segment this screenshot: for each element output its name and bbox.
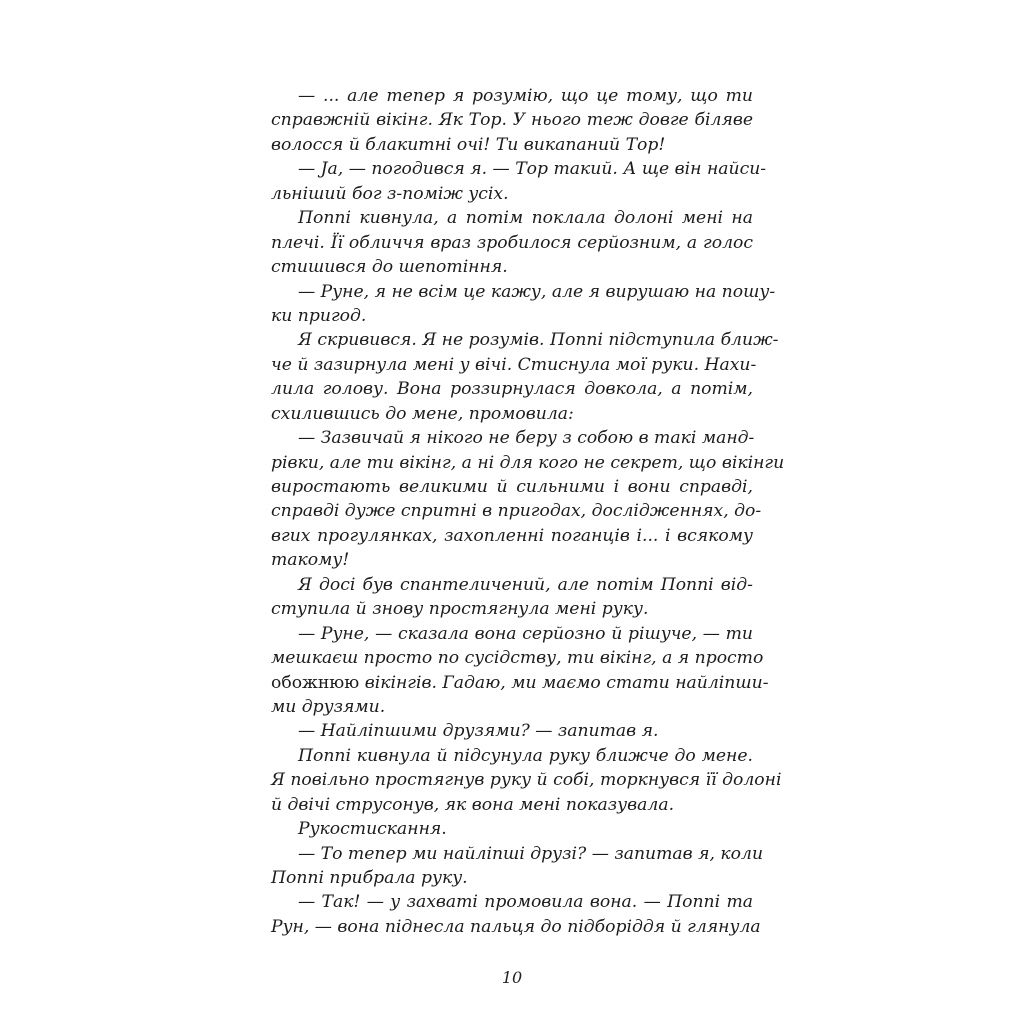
text-line: й двічі струсонув, як вона мені показувала. <box>271 794 675 815</box>
text-line: льніший бог з-поміж усіх. <box>271 183 509 204</box>
text-line: вгих прогулянках, захопленні поганців і... і всякому <box>271 525 753 546</box>
text-line: схилившись до мене, промовила: <box>271 403 574 424</box>
text-line: справді дуже спритні в пригодах, дослідженнях, до- <box>271 501 762 522</box>
text-line: — Найліпшими друзями? — запитав я. <box>298 721 659 742</box>
text-line: — Ja, — погодився я. — Тор такий. А ще він найси- <box>298 159 767 180</box>
text-line: плечі. Її обличчя враз зробилося серйозним, а голос <box>271 232 753 253</box>
text-line: справжній вікінг. Як Тор. У нього теж довге біляве <box>271 110 753 131</box>
text-line: — Так! — у захваті промовила вона. — Поппі та <box>298 892 753 913</box>
text-line: такому! <box>271 550 350 571</box>
text-line: Рукостискання. <box>298 819 447 840</box>
text-line: Поппі прибрала руку. <box>271 868 468 888</box>
text-line: — Зазвичай я нікого не беру з собою в такі манд- <box>298 428 755 449</box>
text-line: — Руне, — сказала вона серйозно й рішуче, — ти <box>298 623 753 644</box>
text-line: Поппі кивнула, а потім поклала долоні мені на <box>298 208 753 229</box>
text-line: ступила й знову простягнула мені руку. <box>271 599 649 620</box>
text-line: рівки, але ти вікінг, а ні для кого не секрет, що вікінги <box>271 452 785 473</box>
text-line <box>271 671 769 695</box>
text-line: ки пригод. <box>271 305 367 326</box>
text-line: — То тепер ми найліпші друзі? — запитав я, коли <box>298 843 764 864</box>
text-line: Я скривився. Я не розумів. Поппі підступила ближ- <box>298 330 779 351</box>
page-number: 10 <box>501 968 523 987</box>
text-line: че й зазирнула мені у вічі. Стиснула мої руки. Нахи- <box>271 354 757 375</box>
text-line: Поппі кивнула й підсунула руку ближче до мене. <box>298 745 753 766</box>
text-line: Я повільно простягнув руку й собі, торкнувся її долоні <box>271 770 782 791</box>
text-line: — ... але тепер я розумію, що це тому, що ти <box>298 86 753 106</box>
text-line: стишився до шепотіння. <box>271 257 508 278</box>
text-line: Я досі був спантеличений, але потім Поппі від- <box>298 574 753 595</box>
text-line: Рун, — вона піднесла пальця до підборіддя й глянула <box>271 916 761 937</box>
page-body-text <box>271 84 785 939</box>
text-line: лила голову. Вона роззирнулася довкола, а потім, <box>271 379 753 400</box>
text-line: мешкаєш просто по сусідству, ти вікінг, а я просто <box>271 648 764 669</box>
upright-word: обожнюю <box>271 672 360 693</box>
text-line: — Руне, я не всім це кажу, але я вирушаю на пошу- <box>298 281 776 302</box>
text-line: виростають великими й сильними і вони справді, <box>271 477 753 497</box>
text-line: волосся й блакитні очі! Ти викапаний Тор! <box>271 134 666 155</box>
text-fragment: вікінгів. Гадаю, ми маємо стати найліпши- <box>359 672 769 693</box>
text-line: ми друзями. <box>271 696 386 717</box>
